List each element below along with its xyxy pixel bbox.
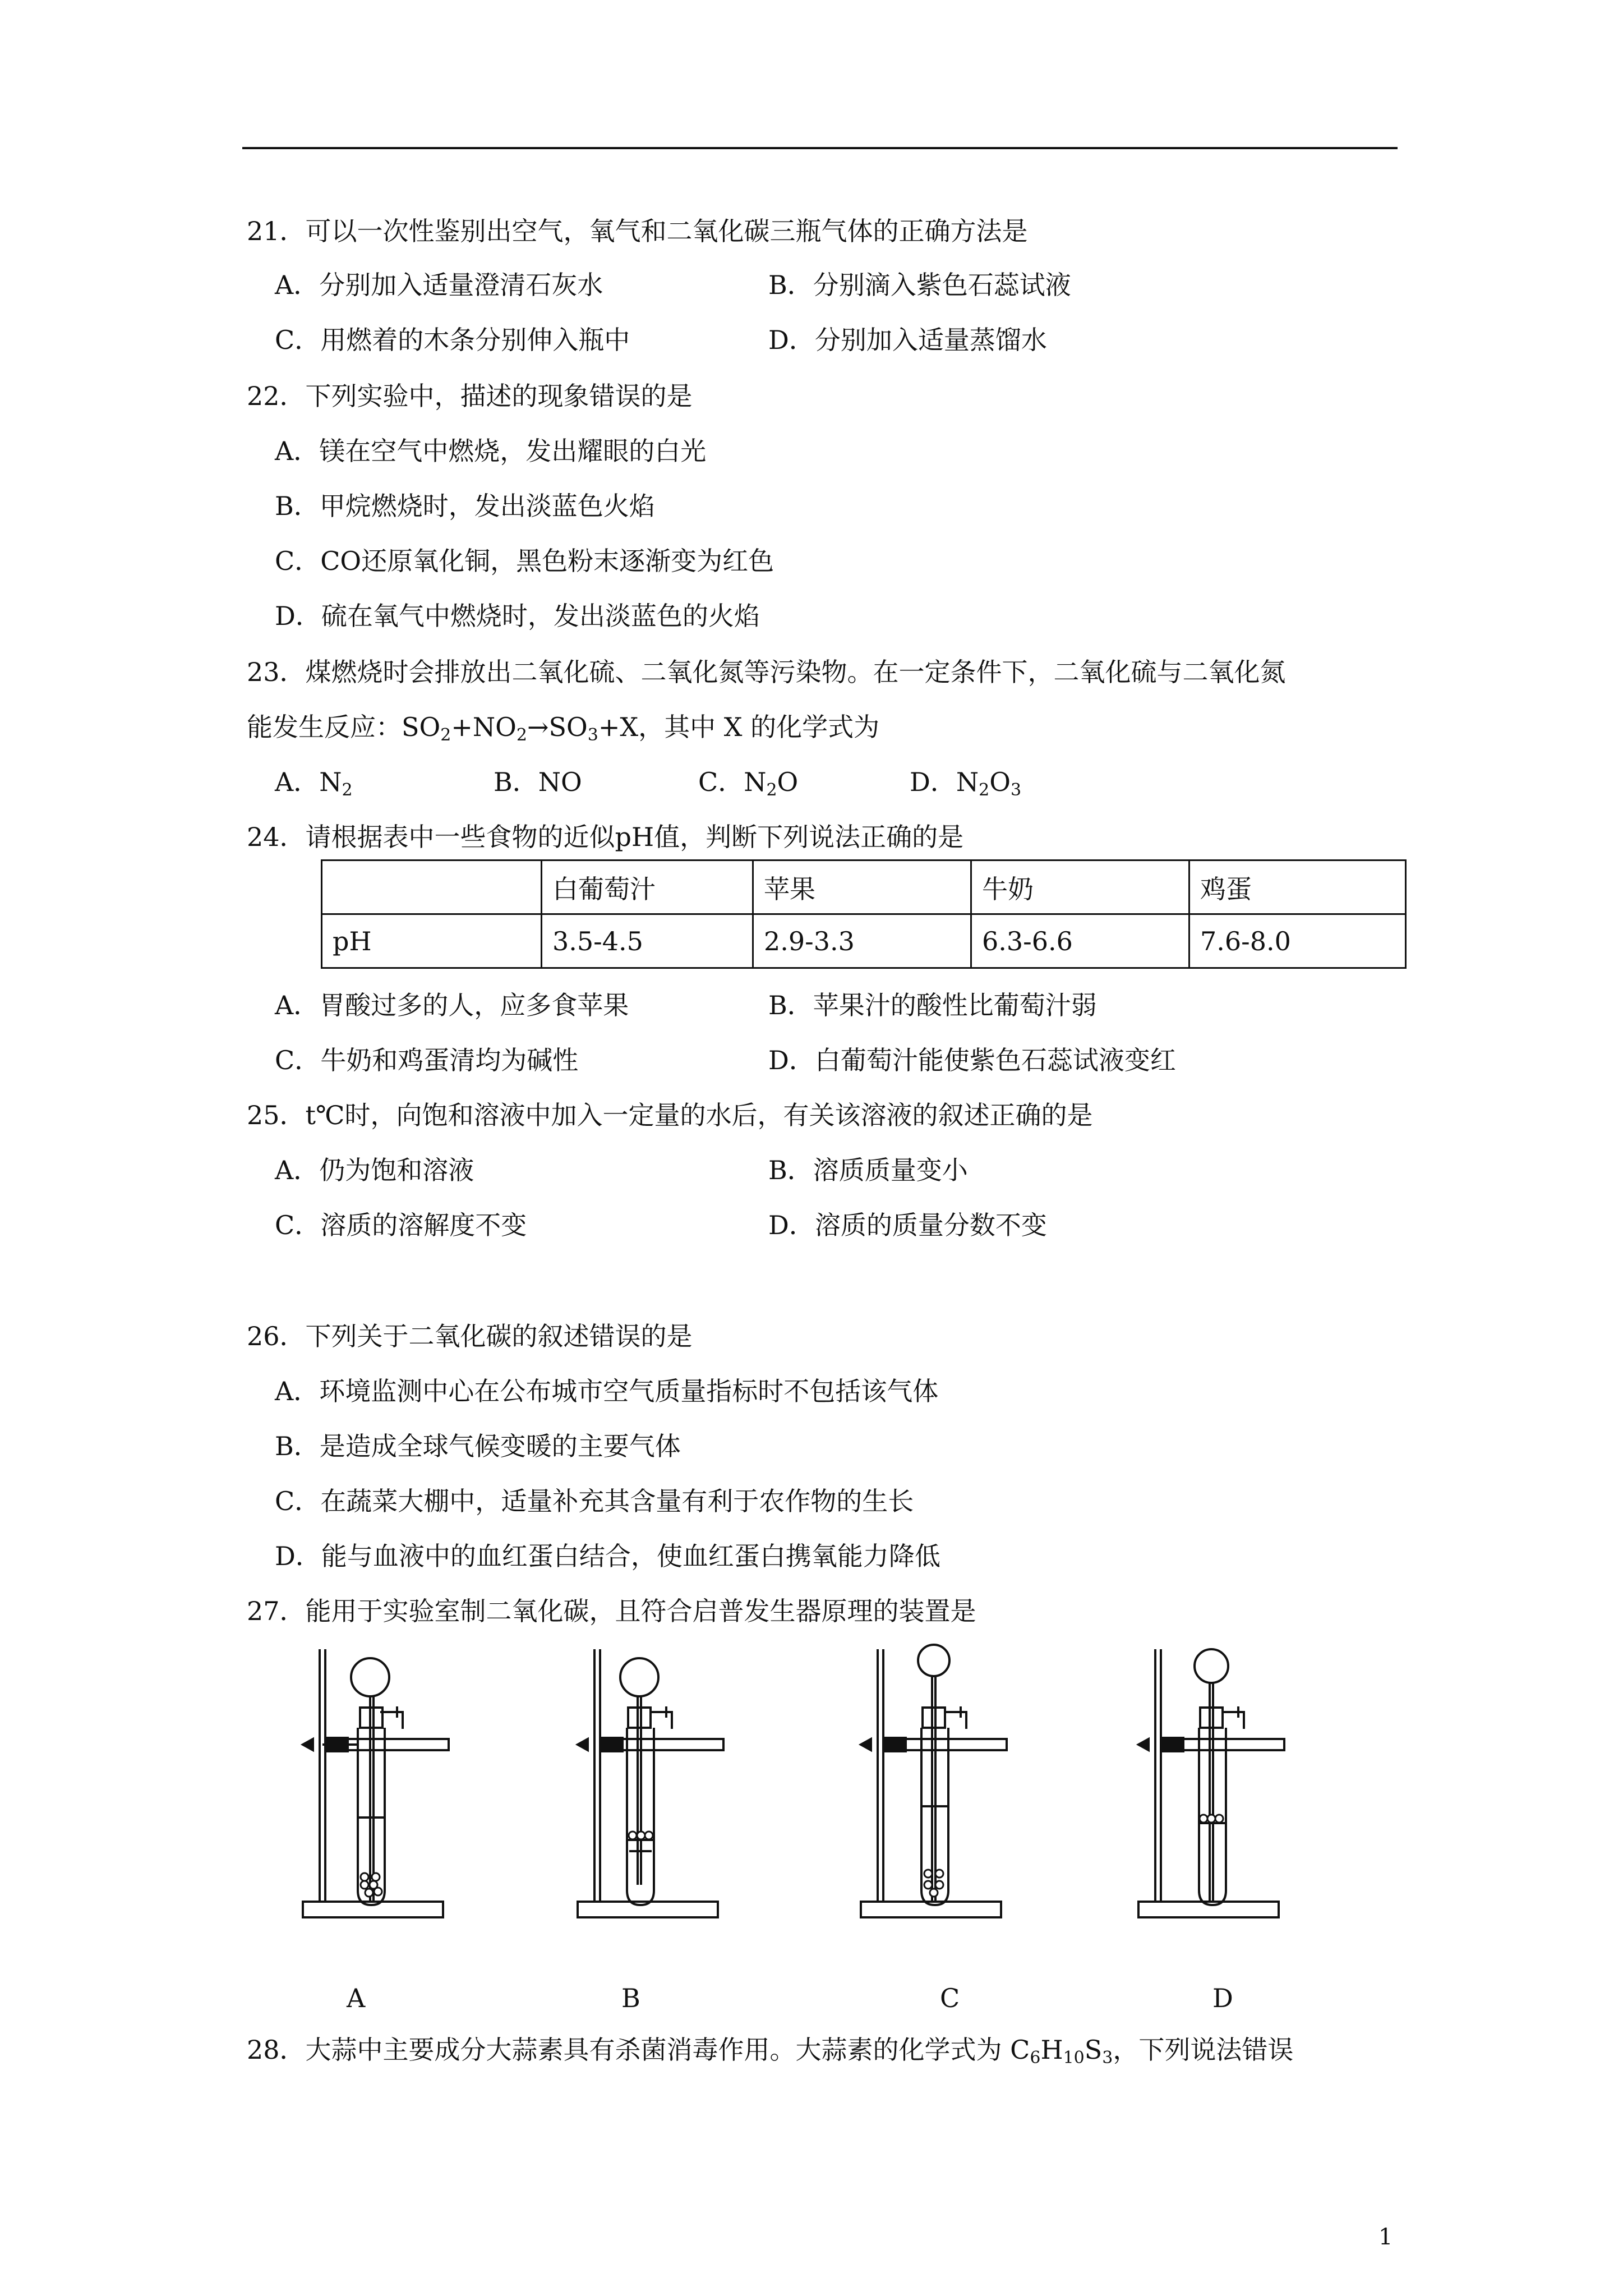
question-26-stem: 26．下列关于二氧化碳的叙述错误的是 <box>247 1321 693 1351</box>
question-24-option-a: A．胃酸过多的人，应多食苹果 <box>275 990 629 1020</box>
question-24-option-d: D．白葡萄汁能使紫色石蕊试液变红 <box>768 1045 1176 1075</box>
question-23-option-a: A．$N_2$ <box>275 767 353 800</box>
question-26-option-d: D．能与血液中的血红蛋白结合，使血红蛋白携氧能力降低 <box>275 1541 940 1571</box>
page-number: 1 <box>1378 2224 1393 2250</box>
question-28-stem: 28．大蒜中主要成分大蒜素具有杀菌消毒作用。大蒜素的化学式为 $C_6H_{10}S_3$，下列说法错误 <box>247 2035 1294 2068</box>
question-23-stem-prefix: 能发生反应： <box>247 712 402 742</box>
apparatus-c-figure <box>844 1638 1012 1941</box>
question-22-option-a: A．镁在空气中燃烧，发出耀眼的白光 <box>275 436 707 466</box>
ph-table-value-row <box>322 914 1406 968</box>
apparatus-label-c: C <box>940 1983 960 2013</box>
apparatus-a-figure <box>286 1638 454 1941</box>
apparatus-label-b: B <box>621 1983 640 2013</box>
question-22-option-d: D．硫在氧气中燃烧时，发出淡蓝色的火焰 <box>275 601 760 631</box>
ph-table-cell: 苹果 <box>753 861 971 914</box>
question-25-option-b: B．溶质质量变小 <box>768 1155 968 1185</box>
question-22-option-c: C．CO还原氧化铜，黑色粉末逐渐变为红色 <box>275 546 774 576</box>
question-23-option-c: C．$N_2O$ <box>698 767 799 800</box>
ph-table-cell: 牛奶 <box>971 861 1189 914</box>
question-23-stem-line1: 23．煤燃烧时会排放出二氧化硫、二氧化氮等污染物。在一定条件下，二氧化硫与二氧化氮 <box>247 657 1286 687</box>
question-25-option-a: A．仍为饱和溶液 <box>275 1155 474 1185</box>
question-24-option-c: C．牛奶和鸡蛋清均为碱性 <box>275 1045 579 1075</box>
ph-table-cell: 3.5-4.5 <box>542 914 753 968</box>
apparatus-d-figure <box>1122 1638 1290 1941</box>
ph-table-cell: 6.3-6.6 <box>971 914 1189 968</box>
ph-table-cell: pH <box>322 914 542 968</box>
question-26-option-a: A．环境监测中心在公布城市空气质量指标时不包括该气体 <box>275 1376 939 1406</box>
question-21-option-c: C．用燃着的木条分别伸入瓶中 <box>275 325 630 355</box>
question-25-stem: 25．t℃时，向饱和溶液中加入一定量的水后，有关该溶液的叙述正确的是 <box>247 1100 1093 1130</box>
apparatus-label-a: A <box>347 1983 366 2013</box>
question-24-option-b: B．苹果汁的酸性比葡萄汁弱 <box>768 990 1097 1020</box>
question-27-stem: 27．能用于实验室制二氧化碳，且符合启普发生器原理的装置是 <box>247 1596 976 1626</box>
question-25-option-d: D．溶质的质量分数不变 <box>768 1210 1047 1240</box>
ph-table-cell: 白葡萄汁 <box>542 861 753 914</box>
ph-table <box>321 859 1407 969</box>
question-25-option-c: C．溶质的溶解度不变 <box>275 1210 527 1240</box>
question-23-stem-line2 <box>247 710 879 752</box>
ph-table-cell <box>322 861 542 914</box>
apparatus-label-d: D <box>1212 1983 1233 2013</box>
question-23-option-b: B．NO <box>494 767 582 797</box>
header-rule <box>242 147 1398 149</box>
question-22-stem: 22．下列实验中，描述的现象错误的是 <box>247 381 693 411</box>
question-21-option-d: D．分别加入适量蒸馏水 <box>768 325 1047 355</box>
question-23-option-d: D．$N_2O_3$ <box>910 767 1022 800</box>
ph-table-cell: 鸡蛋 <box>1189 861 1406 914</box>
ph-table-cell: 2.9-3.3 <box>753 914 971 968</box>
ph-table-cell: 7.6-8.0 <box>1189 914 1406 968</box>
question-22-option-b: B．甲烷燃烧时，发出淡蓝色火焰 <box>275 491 655 521</box>
question-23-equation: $SO_2+NO_2\to SO_3+X$ <box>402 712 639 745</box>
question-21-option-b: B．分别滴入紫色石蕊试液 <box>768 270 1071 300</box>
question-23-stem-suffix: ，其中 X 的化学式为 <box>638 712 880 742</box>
question-21-stem: 21．可以一次性鉴别出空气，氧气和二氧化碳三瓶气体的正确方法是 <box>247 216 1028 246</box>
apparatus-b-figure <box>561 1638 729 1941</box>
ph-table-header-row <box>322 861 1406 914</box>
question-24-stem: 24．请根据表中一些食物的近似pH值，判断下列说法正确的是 <box>247 822 964 852</box>
question-26-option-b: B．是造成全球气候变暖的主要气体 <box>275 1431 681 1461</box>
question-26-option-c: C．在蔬菜大棚中，适量补充其含量有利于农作物的生长 <box>275 1486 914 1516</box>
question-21-option-a: A．分别加入适量澄清石灰水 <box>275 270 603 300</box>
